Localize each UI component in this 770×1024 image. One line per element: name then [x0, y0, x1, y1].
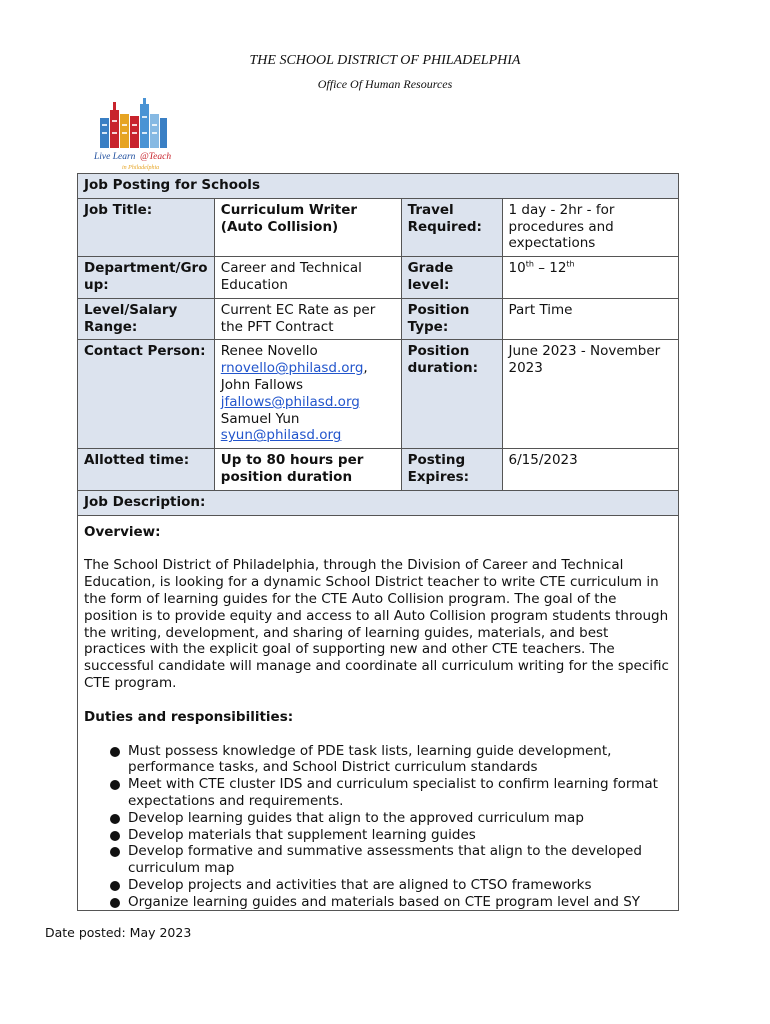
bullet-icon — [110, 898, 120, 908]
travel-label: Travel Required: — [401, 198, 502, 256]
grade-separator: – 12 — [533, 260, 567, 277]
allotted-label: Allotted time: — [78, 449, 215, 491]
date-posted: Date posted: May 2023 — [45, 925, 192, 940]
contact-1-email-link[interactable]: rnovello@philasd.org — [220, 360, 364, 377]
duty-item: Develop formative and summative assessments that align to the developed curriculum map — [106, 843, 672, 877]
duty-item: Develop projects and activities that are aligned to CTSO frameworks — [106, 877, 672, 894]
level-row — [78, 298, 679, 340]
job-description-body — [78, 515, 679, 911]
office-subtitle: Office Of Human Resources — [317, 77, 453, 91]
duty-item: Develop learning guides that align to the approved curriculum map — [106, 810, 672, 827]
duties-list — [84, 743, 672, 911]
allotted-value: Up to 80 hours per position duration — [214, 449, 401, 491]
duty-item: Organize learning guides and materials based on CTE program level and SY — [106, 894, 672, 911]
job-posting-heading: Job Posting for Schools — [78, 174, 679, 199]
contact-1-name: Renee Novello — [220, 343, 318, 360]
live-learn-teach-logo — [92, 96, 174, 172]
department-label: Department/Group: — [78, 257, 215, 299]
level-value: Current EC Rate as per the PFT Contract — [214, 298, 401, 340]
position-type-value: Part Time — [502, 298, 679, 340]
contact-3-name: Samuel Yun — [220, 410, 300, 427]
position-type-label: Position Type: — [401, 298, 502, 340]
description-header-row — [78, 490, 679, 515]
grade-from: 10 — [508, 260, 526, 277]
duty-item: Meet with CTE cluster IDS and curriculum specialist to confirm learning format expectations and requirements. — [106, 776, 672, 810]
contact-value — [214, 340, 401, 449]
contact-1-separator: , — [363, 360, 368, 377]
overview-heading: Overview: — [84, 523, 161, 540]
bullet-icon — [110, 747, 120, 757]
job-title-value: Curriculum Writer (Auto Collision) — [214, 198, 401, 256]
grade-from-sup: th — [525, 259, 534, 269]
bullet-icon — [110, 814, 120, 824]
grade-value — [502, 257, 679, 299]
expires-label: Posting Expires: — [401, 449, 502, 491]
job-title-label: Job Title: — [78, 198, 215, 256]
duties-heading: Duties and responsibilities: — [84, 708, 294, 725]
travel-value: 1 day - 2hr - for procedures and expectations — [502, 198, 679, 256]
description-row — [78, 515, 679, 911]
contact-row — [78, 340, 679, 449]
overview-text: The School District of Philadelphia, through the Division of Career and Technical Education, is looking for a dynamic School District teacher to write CTE curriculum in the form of learning guides for the CTE Auto Collision program. The goal of the position is to provide equity and access to all Auto Collision program students through the writing, development, and sharing of learning guides, materials, and best practices with the explicit goal of supporting new and other CTE teachers. The successful candidate will manage and coordinate all curriculum writing for the specific CTE program. — [84, 557, 669, 691]
grade-label: Grade level: — [401, 257, 502, 299]
contact-2-name: John Fallows — [220, 376, 304, 393]
bullet-icon — [110, 831, 120, 841]
allotted-row — [78, 449, 679, 491]
job-description-heading: Job Description: — [78, 490, 679, 515]
svg-text:@Teach: @Teach — [140, 152, 172, 162]
svg-text:Live Learn: Live Learn — [94, 152, 136, 162]
level-label: Level/Salary Range: — [78, 298, 215, 340]
bullet-icon — [110, 881, 120, 891]
duration-label: Position duration: — [401, 340, 502, 449]
bullet-icon — [110, 780, 120, 790]
posting-header-row — [78, 174, 679, 199]
svg-text:in Philadelphia: in Philadelphia — [122, 165, 160, 171]
contact-3-email-link[interactable]: syun@philasd.org — [220, 427, 342, 444]
duty-item: Must possess knowledge of PDE task lists, learning guide development, performance tasks, and School District curriculum standards — [106, 743, 672, 777]
job-title-row — [78, 198, 679, 256]
job-posting-table — [77, 173, 679, 911]
expires-value: 6/15/2023 — [502, 449, 679, 491]
contact-2-email-link[interactable]: jfallows@philasd.org — [220, 393, 360, 410]
bullet-icon — [110, 847, 120, 857]
department-value: Career and Technical Education — [214, 257, 401, 299]
contact-label: Contact Person: — [78, 340, 215, 449]
district-title: THE SCHOOL DISTRICT OF PHILADELPHIA — [249, 53, 521, 68]
duty-item: Develop materials that supplement learning guides — [106, 827, 672, 844]
grade-to-sup: th — [566, 259, 575, 269]
duration-value: June 2023 - November 2023 — [502, 340, 679, 449]
department-row — [78, 257, 679, 299]
